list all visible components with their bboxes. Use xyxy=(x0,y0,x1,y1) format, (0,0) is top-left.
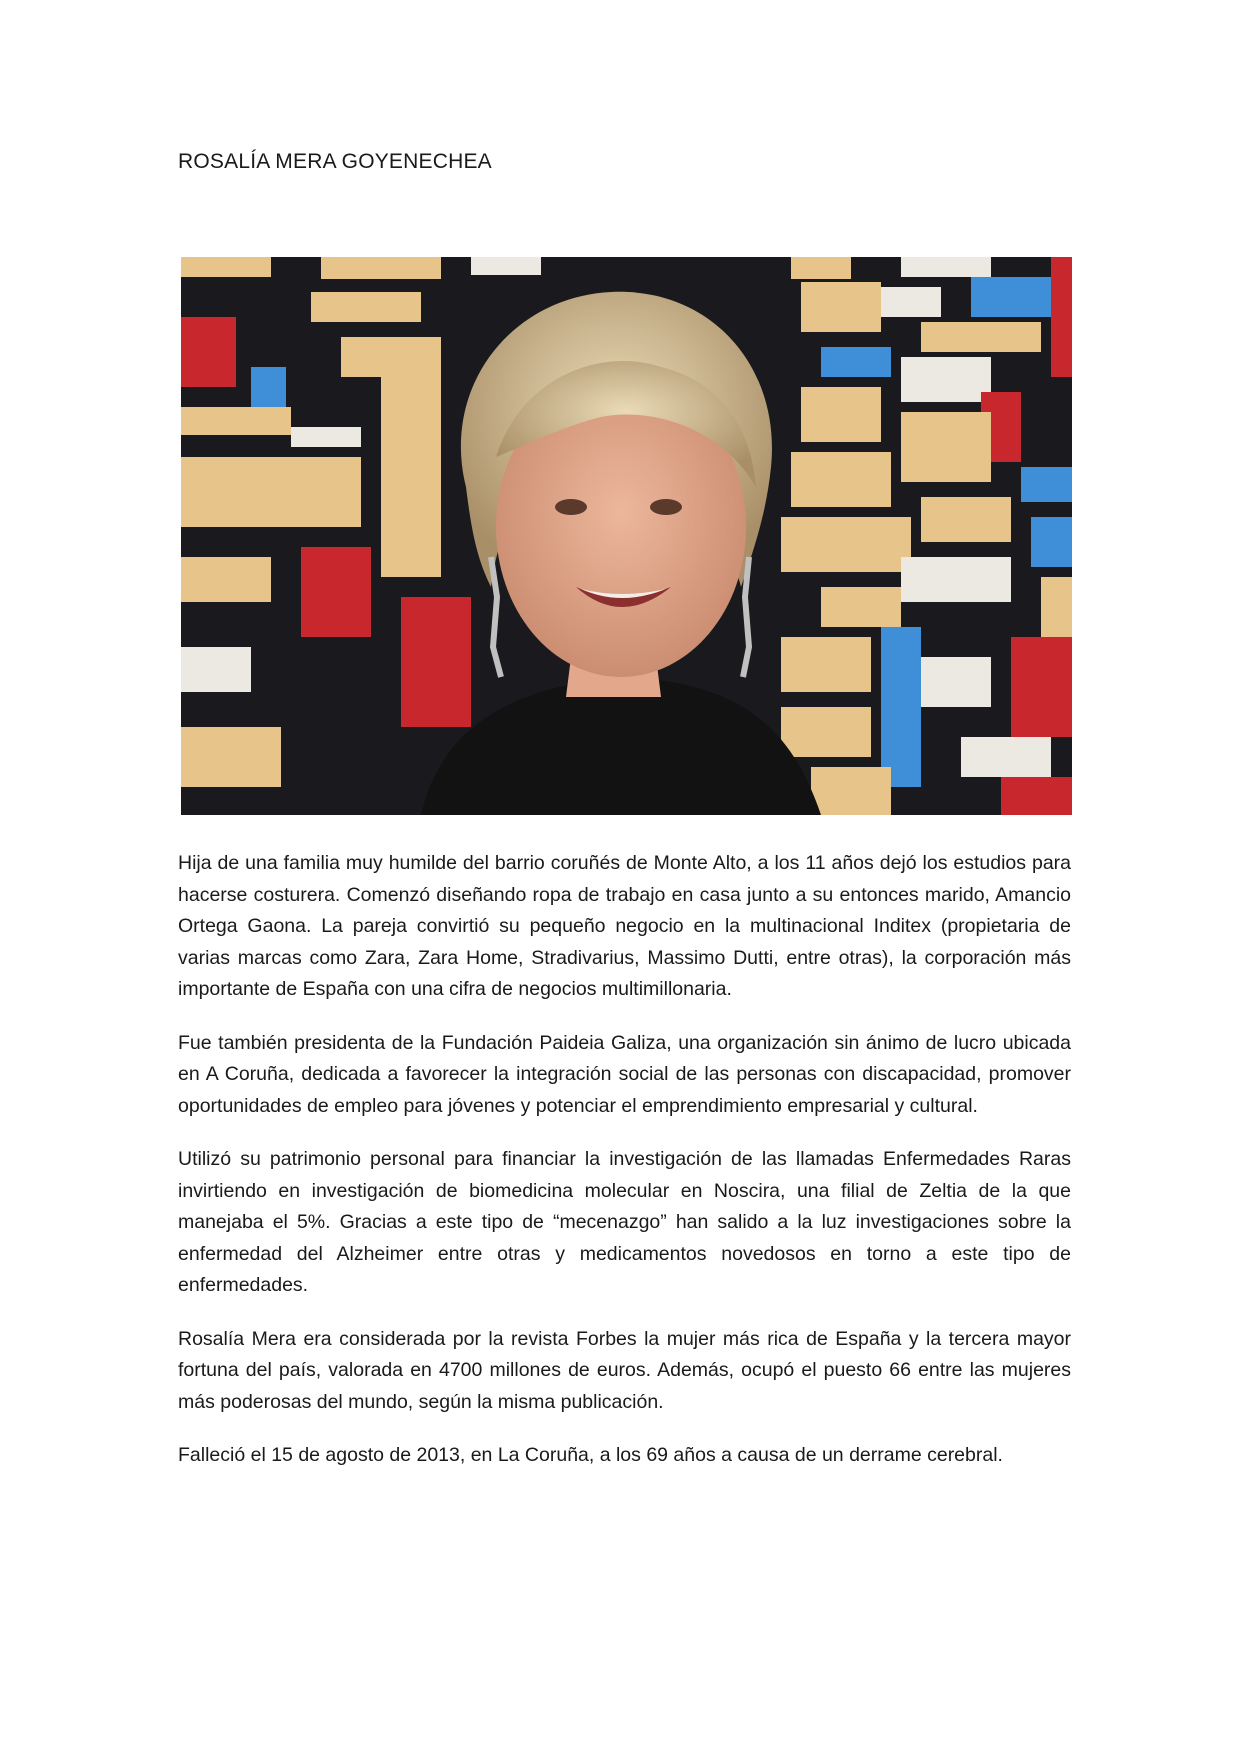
document-title: ROSALÍA MERA GOYENECHEA xyxy=(178,150,492,173)
paragraph: Falleció el 15 de agosto de 2013, en La Coruña, a los 69 años a causa de un derrame cerebral. xyxy=(178,1444,1003,1466)
paragraph: Utilizó su patrimonio personal para financiar la investigación de las llamadas Enfermedades Raras invirtiendo en investigación de biomedicina molecular en Noscira, una filial de Zeltia de la que manejaba el 5%. Gracias a este tipo de “mecenazgo” han salido a la luz investigaciones sobre la enfermedad del Alzheimer entre otras y medicamentos novedosos en torno a este tipo de enfermedades. xyxy=(178,1148,1071,1296)
portrait-illustration xyxy=(181,257,1072,815)
paragraph: Hija de una familia muy humilde del barrio coruñés de Monte Alto, a los 11 años dejó los estudios para hacerse costurera. Comenzó diseñando ropa de trabajo en casa junto a su entonces marido, Amancio Ortega Gaona. La pareja convirtió su pequeño negocio en la multinacional Inditex (propietaria de varias marcas como Zara, Zara Home, Stradivarius, Massimo Dutti, entre otras), la corporación más importante de España con una cifra de negocios multimillonaria. xyxy=(178,852,1071,1000)
paragraph: Rosalía Mera era considerada por la revista Forbes la mujer más rica de España y la tercera mayor fortuna del país, valorada en 4700 millones de euros. Además, ocupó el puesto 66 entre las mujeres más poderosas del mundo, según la misma publicación. xyxy=(178,1327,1071,1413)
document-body xyxy=(178,848,1071,1494)
paragraph: Fue también presidenta de la Fundación Paideia Galiza, una organización sin ánimo de lucro ubicada en A Coruña, dedicada a favorecer la integración social de las personas con discapacidad, promover oportunidades de empleo para jóvenes y potenciar el emprendimiento empresarial y cultural. xyxy=(178,1031,1071,1117)
portrait-photo xyxy=(181,257,1072,815)
